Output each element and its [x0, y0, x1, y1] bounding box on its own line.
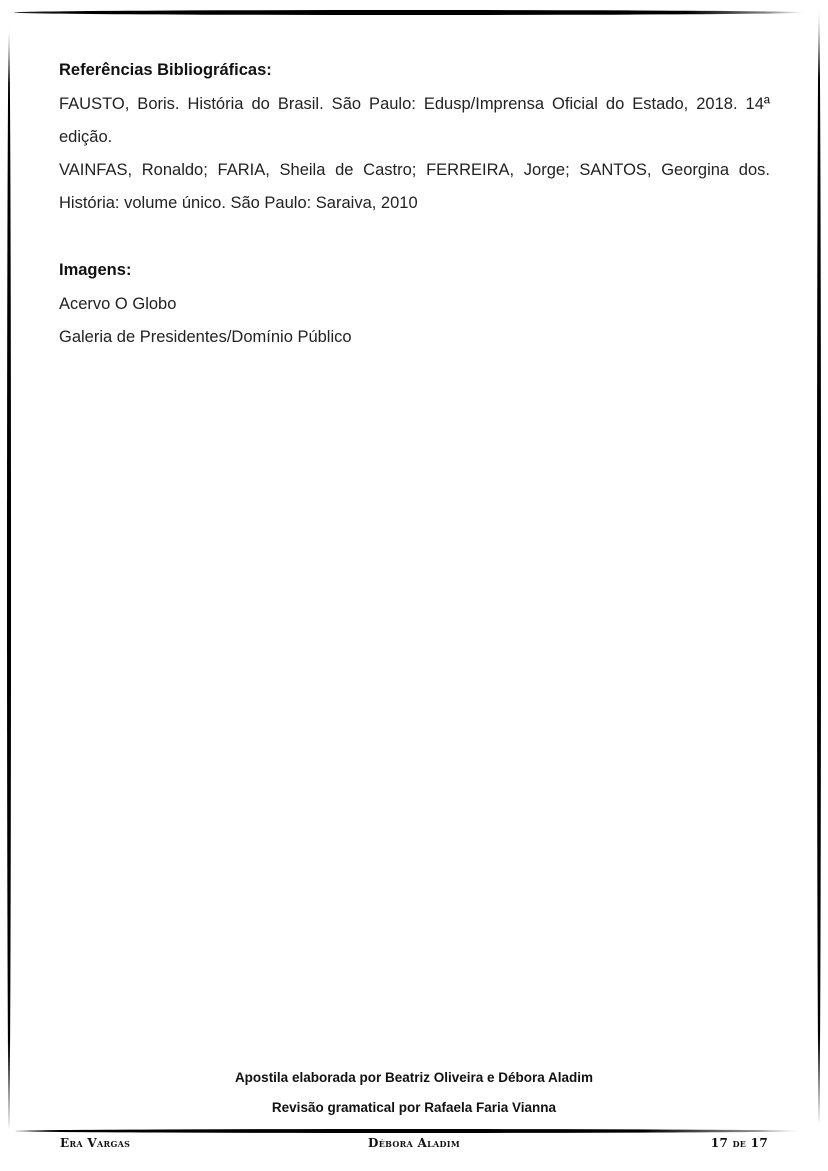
images-heading: Imagens: — [59, 261, 132, 279]
references-section — [59, 58, 770, 220]
references-heading: Referências Bibliográficas: — [59, 61, 272, 79]
footer-author: Débora Aladim — [368, 1136, 460, 1150]
images-section — [59, 258, 770, 354]
image-credit-entry: Acervo O Globo — [59, 295, 177, 313]
reference-entry: VAINFAS, Ronaldo; FARIA, Sheila de Castro; FERREIRA, Jorge; SANTOS, Georgina dos. História: volume único. São Paulo: Saraiva, 2010 — [59, 161, 770, 212]
page-border-top — [14, 10, 804, 15]
footer-page-number: 17 de 17 — [710, 1136, 768, 1150]
references-list — [59, 88, 770, 220]
reference-entry: FAUSTO, Boris. História do Brasil. São Paulo: Edusp/Imprensa Oficial do Estado, 2018. 14ª edição. — [59, 95, 770, 146]
page-border-left — [7, 28, 11, 1128]
footer-document-title: Era Vargas — [60, 1136, 131, 1150]
page-border-right — [817, 10, 821, 1122]
revision-credit: Revisão gramatical por Rafaela Faria Vianna — [271, 1100, 557, 1115]
images-list — [59, 288, 770, 354]
page-border-bottom — [15, 1129, 800, 1133]
authors-credit: Apostila elaborada por Beatriz Oliveira e Débora Aladim — [234, 1070, 594, 1085]
image-credit-entry: Galeria de Presidentes/Domínio Público — [59, 328, 352, 346]
